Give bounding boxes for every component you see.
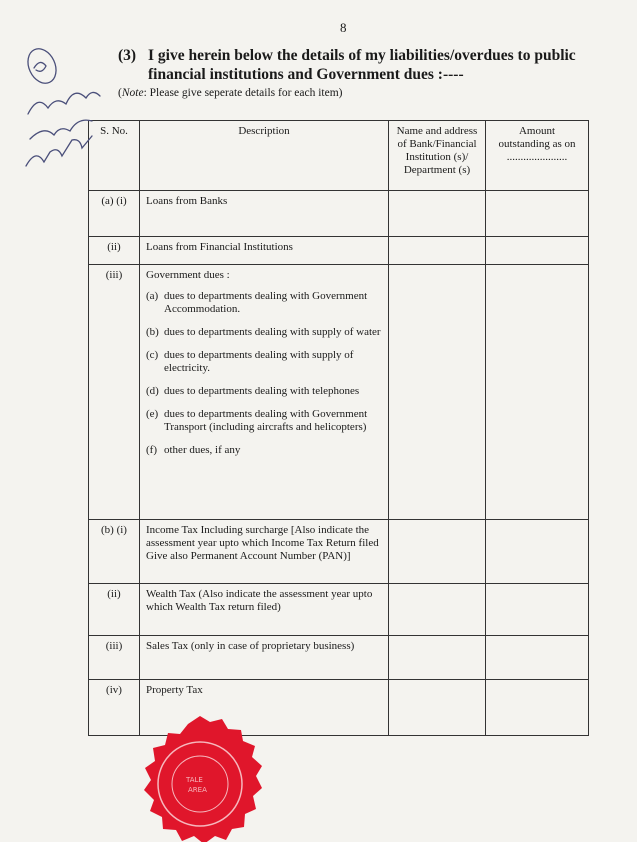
- note: (Note: Please give seperate details for each item): [118, 87, 343, 99]
- row-bank-cell: [389, 636, 486, 680]
- list-item: [146, 326, 382, 339]
- sub-item-label: (b): [146, 326, 159, 338]
- row-sno: (iv): [89, 680, 140, 736]
- section-title: I give herein below the details of my liabilities/overdues to public financial institutions and Government dues :----: [148, 47, 576, 83]
- sub-item-text: dues to departments dealing with supply of water: [164, 326, 381, 338]
- row-bank-cell: [389, 680, 486, 736]
- row-sno: (ii): [89, 584, 140, 636]
- row-bank-cell: [389, 265, 486, 520]
- row-amount-cell: [486, 265, 589, 520]
- sub-item-text: other dues, if any: [164, 444, 241, 456]
- note-text: : Please give seperate details for each item): [143, 87, 343, 99]
- sub-item-list: [146, 290, 382, 457]
- row-description: Income Tax Including surcharge [Also indicate the assessment year upto which Income Tax Return filed Give also Permanent Account Number (PAN)]: [140, 520, 389, 584]
- section-number: (3): [118, 47, 137, 64]
- table-row: [89, 520, 589, 584]
- govt-dues-title: Government dues :: [146, 269, 230, 281]
- list-item: [146, 385, 382, 398]
- row-description: Loans from Financial Institutions: [140, 237, 389, 265]
- table-row: [89, 191, 589, 237]
- sub-item-text: dues to departments dealing with telephones: [164, 385, 360, 397]
- row-description: Wealth Tax (Also indicate the assessment year upto which Wealth Tax return filed): [140, 584, 389, 636]
- sub-item-label: (d): [146, 385, 159, 397]
- header-sno: S. No.: [89, 121, 140, 191]
- sub-item-label: (f): [146, 444, 157, 456]
- row-description: Sales Tax (only in case of proprietary business): [140, 636, 389, 680]
- section-heading: [118, 46, 588, 84]
- row-bank-cell: [389, 520, 486, 584]
- svg-text:AREA: AREA: [188, 786, 207, 794]
- handwritten-signature: [20, 44, 130, 184]
- row-description: Property Tax: [140, 680, 389, 736]
- header-amount: Amount outstanding as on ......................: [486, 121, 589, 191]
- table-header-row: [89, 121, 589, 191]
- row-sno: (iii): [89, 636, 140, 680]
- table-row: [89, 237, 589, 265]
- sub-item-text: dues to departments dealing with Government Accommodation.: [164, 290, 368, 315]
- row-sno: (b) (i): [89, 520, 140, 584]
- table-row: [89, 584, 589, 636]
- row-sno: (ii): [89, 237, 140, 265]
- list-item: [146, 290, 382, 316]
- row-amount-cell: [486, 584, 589, 636]
- row-amount-cell: [486, 191, 589, 237]
- sub-item-label: (e): [146, 408, 159, 420]
- list-item: [146, 444, 382, 457]
- table-row: [89, 265, 589, 520]
- row-bank-cell: [389, 584, 486, 636]
- sub-item-label: (a): [146, 290, 159, 302]
- sub-item-text: dues to departments dealing with supply of electricity.: [164, 349, 354, 374]
- row-bank-cell: [389, 191, 486, 237]
- row-amount-cell: [486, 520, 589, 584]
- header-description: Description: [140, 121, 389, 191]
- red-seal-stamp: [118, 712, 278, 842]
- row-description: [140, 265, 389, 520]
- header-bank: Name and address of Bank/Financial Institution (s)/ Department (s): [389, 121, 486, 191]
- row-amount-cell: [486, 680, 589, 736]
- row-amount-cell: [486, 636, 589, 680]
- page-number: 8: [340, 20, 347, 35]
- note-label: Note: [121, 87, 144, 99]
- sub-item-text: dues to departments dealing with Government Transport (including aircrafts and helicopters): [164, 408, 368, 433]
- row-bank-cell: [389, 237, 486, 265]
- svg-text:TALE: TALE: [186, 776, 203, 784]
- row-sno: (a) (i): [89, 191, 140, 237]
- row-amount-cell: [486, 237, 589, 265]
- table-row: [89, 636, 589, 680]
- sub-item-label: (c): [146, 349, 159, 361]
- row-sno: (iii): [89, 265, 140, 520]
- liabilities-table: [88, 120, 589, 736]
- row-description: Loans from Banks: [140, 191, 389, 237]
- list-item: [146, 349, 382, 375]
- list-item: [146, 408, 382, 434]
